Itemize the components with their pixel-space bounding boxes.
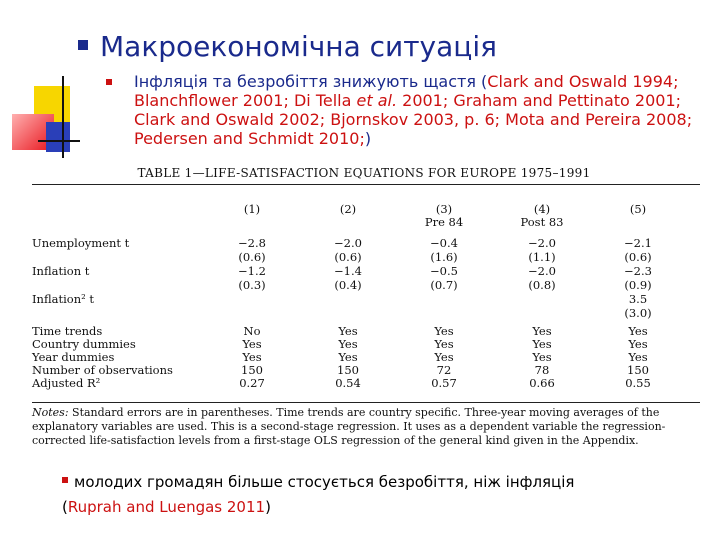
column-subheader: Pre 84 xyxy=(424,215,464,229)
table-cell: (0.9) xyxy=(624,278,652,292)
row-label: Number of observations xyxy=(32,363,173,377)
table-cell: 0.55 xyxy=(625,376,651,390)
table-cell: 0.66 xyxy=(529,376,555,390)
table-cell: (1.1) xyxy=(528,250,556,264)
table-cell: (1.6) xyxy=(430,250,458,264)
bottom-open-paren: ( xyxy=(62,498,68,516)
sub-point-text xyxy=(134,72,702,148)
table-cell: (0.4) xyxy=(334,278,362,292)
row-label: Adjusted R² xyxy=(32,376,101,390)
column-header: (3) xyxy=(435,202,453,216)
row-label: Inflation² t xyxy=(32,292,94,306)
sub-point xyxy=(112,72,702,148)
table-cell: −2.0 xyxy=(334,236,362,250)
table-cell: (0.3) xyxy=(238,278,266,292)
table-bottom-rule xyxy=(32,402,700,403)
table-cell: 72 xyxy=(436,363,452,377)
table-cell: 0.57 xyxy=(431,376,457,390)
table-cell: −2.1 xyxy=(624,236,652,250)
row-label: Year dummies xyxy=(32,350,115,364)
row-label: Country dummies xyxy=(32,337,136,351)
table-cell: Yes xyxy=(434,337,454,351)
table-cell: 150 xyxy=(627,363,649,377)
table-cell: Yes xyxy=(628,350,648,364)
row-label: Unemployment t xyxy=(32,236,130,250)
citation-part-2: 2001; Graham and Pettinato 2001; Clark and Oswald 2002; Bjornskov 2003, p. 6; Mota and Pereira 2008; Pedersen and Schmidt 2010; xyxy=(134,91,693,148)
bottom-bullet xyxy=(62,477,68,483)
table-cell: −2.0 xyxy=(528,264,556,278)
table-cell: Yes xyxy=(628,324,648,338)
table-cell: −1.4 xyxy=(334,264,362,278)
table-notes xyxy=(32,406,700,448)
sub-suffix: ) xyxy=(364,129,372,148)
notes-text: Standard errors are in parentheses. Time trends are country specific. Three-year moving averages of the explanatory variables are used. This is a second-stage regression. It uses as a dependent variable the regression-corrected life-satisfaction levels from a first-stage OLS regression of the general kind given in the Appendix. xyxy=(32,406,666,447)
table-cell: Yes xyxy=(338,337,358,351)
table-cell: −0.5 xyxy=(430,264,458,278)
deco-horizontal-line xyxy=(38,140,80,142)
slide-title xyxy=(78,30,497,63)
citation-part-1: Clark and Oswald 1994; Blanchflower 2001; Di Tella xyxy=(134,72,679,110)
row-label: Time trends xyxy=(32,324,103,338)
table-cell: Yes xyxy=(434,324,454,338)
table-cell: −2.3 xyxy=(624,264,652,278)
title-bullet xyxy=(78,40,88,50)
column-header: (2) xyxy=(339,202,357,216)
table-cell: 0.27 xyxy=(239,376,265,390)
table-cell: 0.54 xyxy=(335,376,361,390)
row-label: Inflation t xyxy=(32,264,90,278)
table-cell: Yes xyxy=(242,350,262,364)
column-header: (4) xyxy=(533,202,551,216)
table-cell: −2.0 xyxy=(528,236,556,250)
table-cell: 150 xyxy=(241,363,263,377)
column-header: (1) xyxy=(243,202,261,216)
table-caption: TABLE 1—LIFE-SATISFACTION EQUATIONS FOR EUROPE 1975–1991 xyxy=(137,166,591,180)
table-cell: Yes xyxy=(338,324,358,338)
slide-title-text: Макроекономічна ситуація xyxy=(100,30,497,63)
table-cell: (0.6) xyxy=(238,250,266,264)
table-cell: Yes xyxy=(532,337,552,351)
table-cell: (3.0) xyxy=(624,306,652,320)
deco-vertical-line xyxy=(62,76,64,158)
column-header: (5) xyxy=(629,202,647,216)
bottom-point xyxy=(62,470,574,520)
table-cell: (0.6) xyxy=(334,250,362,264)
table-cell: (0.8) xyxy=(528,278,556,292)
table-cell: −2.8 xyxy=(238,236,266,250)
table-cell: Yes xyxy=(434,350,454,364)
table-cell: −1.2 xyxy=(238,264,266,278)
deco-blue-square xyxy=(46,122,70,152)
table-top-rule xyxy=(32,184,700,185)
bottom-text: молодих громадян більше стосується безробіття, ніж інфляція xyxy=(74,473,575,491)
bottom-close-paren: ) xyxy=(265,498,271,516)
table-cell: (0.6) xyxy=(624,250,652,264)
table-cell: −0.4 xyxy=(430,236,458,250)
table-cell: 150 xyxy=(337,363,359,377)
regression-table-image xyxy=(26,162,702,452)
bottom-citation: Ruprah and Luengas 2011 xyxy=(67,498,266,516)
column-subheader: Post 83 xyxy=(520,215,564,229)
sub-bullet xyxy=(106,79,112,85)
table-cell: Yes xyxy=(532,324,552,338)
table-cell: 78 xyxy=(534,363,550,377)
table-cell: Yes xyxy=(242,337,262,351)
notes-label: Notes: xyxy=(32,406,69,419)
table-cell: Yes xyxy=(628,337,648,351)
citation-etal: et al. xyxy=(356,91,398,110)
table-cell: 3.5 xyxy=(628,292,648,306)
table-cell: Yes xyxy=(338,350,358,364)
table-cell: No xyxy=(243,324,261,338)
table-cell: (0.7) xyxy=(430,278,458,292)
table-cell: Yes xyxy=(532,350,552,364)
sub-prefix: Інфляція та безробіття знижують щастя ( xyxy=(134,72,488,91)
